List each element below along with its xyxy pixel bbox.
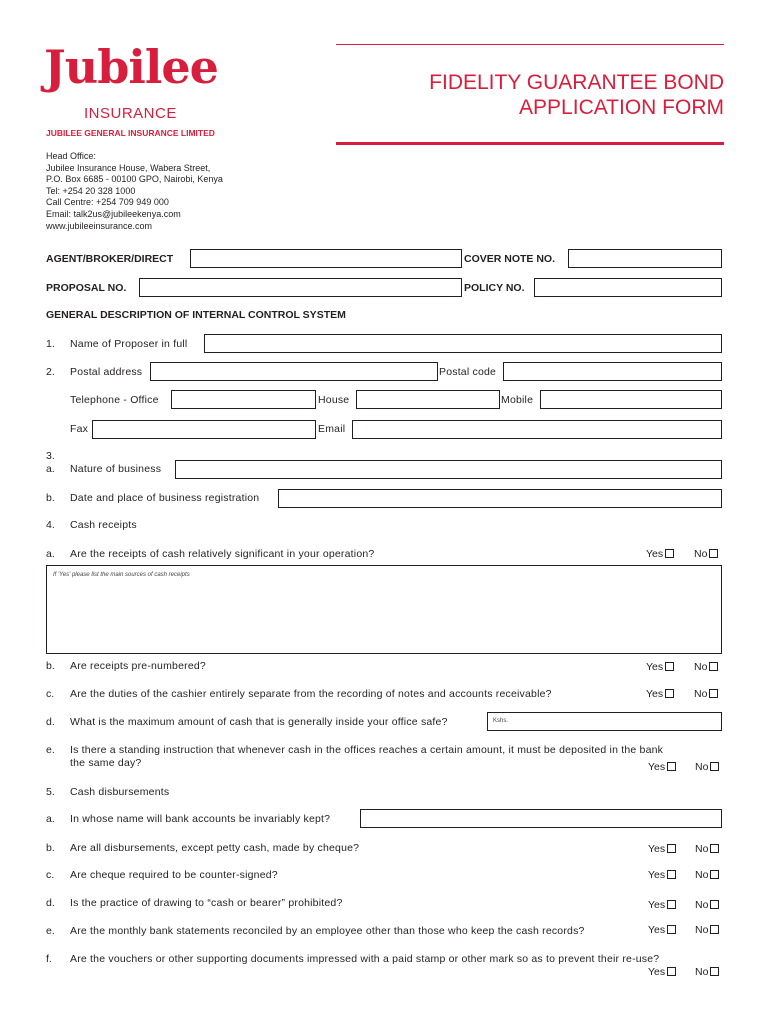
address-line: www.jubileeinsurance.com	[46, 220, 153, 231]
mobile-field[interactable]	[540, 390, 722, 409]
q4a-letter: a.	[46, 548, 55, 560]
no-checkbox[interactable]	[710, 900, 719, 909]
q4c-no[interactable]	[694, 688, 718, 700]
q5a-letter: a.	[46, 813, 55, 825]
address-line: Head Office:	[46, 151, 96, 161]
q5b-letter: b.	[46, 842, 55, 854]
yes-label: Yes	[646, 661, 664, 673]
q5d-letter: d.	[46, 897, 55, 909]
house-label: House	[318, 394, 350, 406]
nature-of-business-field[interactable]	[175, 460, 722, 479]
q5b-question: Are all disbursements, except petty cash, made by cheque?	[70, 842, 360, 854]
yes-label: Yes	[648, 761, 666, 773]
cash-sources-textarea[interactable]	[46, 565, 722, 654]
q4b-yes[interactable]	[646, 661, 674, 673]
cover-note-label: COVER NOTE NO.	[464, 253, 556, 265]
email-label: Email	[318, 423, 346, 435]
q5f-no[interactable]	[695, 966, 719, 978]
yes-checkbox[interactable]	[667, 900, 676, 909]
q5f-question: Are the vouchers or other supporting documents impressed with a paid stamp or other mark so as to prevent their re-use?	[70, 953, 660, 965]
q4d-question: What is the maximum amount of cash that is generally inside your office safe?	[70, 716, 448, 728]
q4c-question: Are the duties of the cashier entirely separate from the recording of notes and accounts receivable?	[70, 688, 552, 700]
yes-label: Yes	[646, 548, 664, 560]
registration-field[interactable]	[278, 489, 722, 508]
q3a-letter: a.	[46, 463, 55, 475]
address-line: Email: talk2us@jubileekenya.com	[46, 208, 181, 219]
q4c-yes[interactable]	[646, 688, 674, 700]
no-label: No	[695, 966, 709, 978]
address-line: P.O. Box 6685 - 00100 GPO, Nairobi, Kenya	[46, 174, 223, 185]
q4e-no[interactable]	[695, 761, 719, 773]
title-rule-top	[336, 44, 724, 45]
no-label: No	[695, 899, 709, 911]
fax-label: Fax	[70, 423, 89, 435]
no-checkbox[interactable]	[709, 662, 718, 671]
postal-address-label: Postal address	[70, 366, 143, 378]
q5a-question: In whose name will bank accounts be invariably kept?	[70, 813, 331, 825]
yes-checkbox[interactable]	[667, 870, 676, 879]
postal-address-field[interactable]	[150, 362, 438, 381]
yes-checkbox[interactable]	[667, 844, 676, 853]
postal-code-field[interactable]	[503, 362, 722, 381]
no-label: No	[695, 761, 709, 773]
yes-checkbox[interactable]	[665, 549, 674, 558]
q4b-question: Are receipts pre-numbered?	[70, 660, 206, 672]
yes-label: Yes	[648, 966, 666, 978]
q4e-question-line1: Is there a standing instruction that whenever cash in the offices reaches a certain amount, it must be deposited in the bank	[70, 744, 664, 756]
max-cash-field[interactable]	[487, 712, 722, 731]
title-rule-bottom	[336, 142, 724, 145]
logo-subtitle: INSURANCE	[84, 105, 177, 122]
jubilee-logo: Jubilee	[44, 40, 218, 94]
yes-checkbox[interactable]	[667, 967, 676, 976]
no-label: No	[694, 661, 708, 673]
policy-field[interactable]	[534, 278, 722, 297]
q1-number: 1.	[46, 338, 55, 350]
q4b-letter: b.	[46, 660, 55, 672]
form-title	[429, 70, 724, 120]
nature-of-business-label: Nature of business	[70, 463, 162, 475]
no-checkbox[interactable]	[709, 549, 718, 558]
no-checkbox[interactable]	[710, 762, 719, 771]
company-name: JUBILEE GENERAL INSURANCE LIMITED	[46, 128, 215, 138]
agent-field[interactable]	[190, 249, 462, 268]
q5e-no[interactable]	[695, 924, 719, 936]
yes-label: Yes	[648, 899, 666, 911]
q4b-no[interactable]	[694, 661, 718, 673]
no-checkbox[interactable]	[710, 967, 719, 976]
q5f-letter: f.	[46, 953, 52, 965]
form-title-line1: FIDELITY GUARANTEE BOND	[429, 71, 724, 94]
no-label: No	[695, 924, 709, 936]
q4e-letter: e.	[46, 744, 55, 756]
no-label: No	[694, 548, 708, 560]
q5d-yes[interactable]	[648, 899, 676, 911]
tel-office-field[interactable]	[171, 390, 316, 409]
postal-code-label: Postal code	[439, 366, 497, 378]
q3-number: 3.	[46, 450, 55, 462]
q5c-yes[interactable]	[648, 869, 676, 881]
currency-hint: Kshs.	[493, 718, 509, 724]
cash-receipts-title: Cash receipts	[70, 519, 137, 531]
q5e-letter: e.	[46, 925, 55, 937]
yes-checkbox[interactable]	[665, 689, 674, 698]
yes-label: Yes	[646, 688, 664, 700]
q5b-yes[interactable]	[648, 843, 676, 855]
q5c-no[interactable]	[695, 869, 719, 881]
yes-checkbox[interactable]	[665, 662, 674, 671]
q4a-yes[interactable]	[646, 548, 674, 560]
house-field[interactable]	[356, 390, 500, 409]
q4c-letter: c.	[46, 688, 55, 700]
q5c-question: Are cheque required to be counter-signed?	[70, 869, 278, 881]
registration-label: Date and place of business registration	[70, 492, 260, 504]
proposal-label: PROPOSAL NO.	[46, 282, 127, 294]
q5d-no[interactable]	[695, 899, 719, 911]
q5c-letter: c.	[46, 869, 55, 881]
no-label: No	[695, 843, 709, 855]
fax-field[interactable]	[92, 420, 316, 439]
q4d-letter: d.	[46, 716, 55, 728]
q4a-no[interactable]	[694, 548, 718, 560]
email-field[interactable]	[352, 420, 722, 439]
proposer-name-field[interactable]	[204, 334, 722, 353]
yes-checkbox[interactable]	[667, 762, 676, 771]
q2-number: 2.	[46, 366, 55, 378]
yes-label: Yes	[648, 869, 666, 881]
mobile-label: Mobile	[501, 394, 534, 406]
q4e-yes[interactable]	[648, 761, 676, 773]
cash-sources-hint: If 'Yes' please list the main sources of cash receipts	[53, 572, 190, 578]
q3b-letter: b.	[46, 492, 55, 504]
address-line: Jubilee Insurance House, Wabera Street,	[46, 162, 211, 173]
form-title-line2: APPLICATION FORM	[519, 96, 724, 119]
section-heading: GENERAL DESCRIPTION OF INTERNAL CONTROL SYSTEM	[46, 309, 346, 321]
no-checkbox[interactable]	[709, 689, 718, 698]
q5e-yes[interactable]	[648, 924, 676, 936]
no-checkbox[interactable]	[710, 844, 719, 853]
q5-number: 5.	[46, 786, 55, 798]
q1-label: Name of Proposer in full	[70, 338, 188, 350]
yes-checkbox[interactable]	[667, 925, 676, 934]
q5b-no[interactable]	[695, 843, 719, 855]
q4-number: 4.	[46, 519, 55, 531]
address-line: Tel: +254 20 328 1000	[46, 185, 136, 196]
no-checkbox[interactable]	[710, 925, 719, 934]
address-line: Call Centre: +254 709 949 000	[46, 197, 169, 208]
policy-label: POLICY NO.	[464, 282, 525, 294]
cash-disbursements-title: Cash disbursements	[70, 786, 170, 798]
no-checkbox[interactable]	[710, 870, 719, 879]
q5d-question: Is the practice of drawing to “cash or bearer” prohibited?	[70, 897, 343, 909]
agent-label: AGENT/BROKER/DIRECT	[46, 253, 174, 265]
q4e-question-line2: the same day?	[70, 757, 142, 769]
bank-account-name-field[interactable]	[360, 809, 722, 828]
q5e-question: Are the monthly bank statements reconciled by an employee other than those who keep the cash records?	[70, 925, 585, 937]
no-label: No	[694, 688, 708, 700]
yes-label: Yes	[648, 924, 666, 936]
proposal-field[interactable]	[139, 278, 462, 297]
q5f-yes[interactable]	[648, 966, 676, 978]
q4a-question: Are the receipts of cash relatively significant in your operation?	[70, 548, 375, 560]
no-label: No	[695, 869, 709, 881]
head-office-address	[46, 151, 223, 232]
tel-office-label: Telephone - Office	[70, 394, 159, 406]
cover-note-field[interactable]	[568, 249, 722, 268]
yes-label: Yes	[648, 843, 666, 855]
